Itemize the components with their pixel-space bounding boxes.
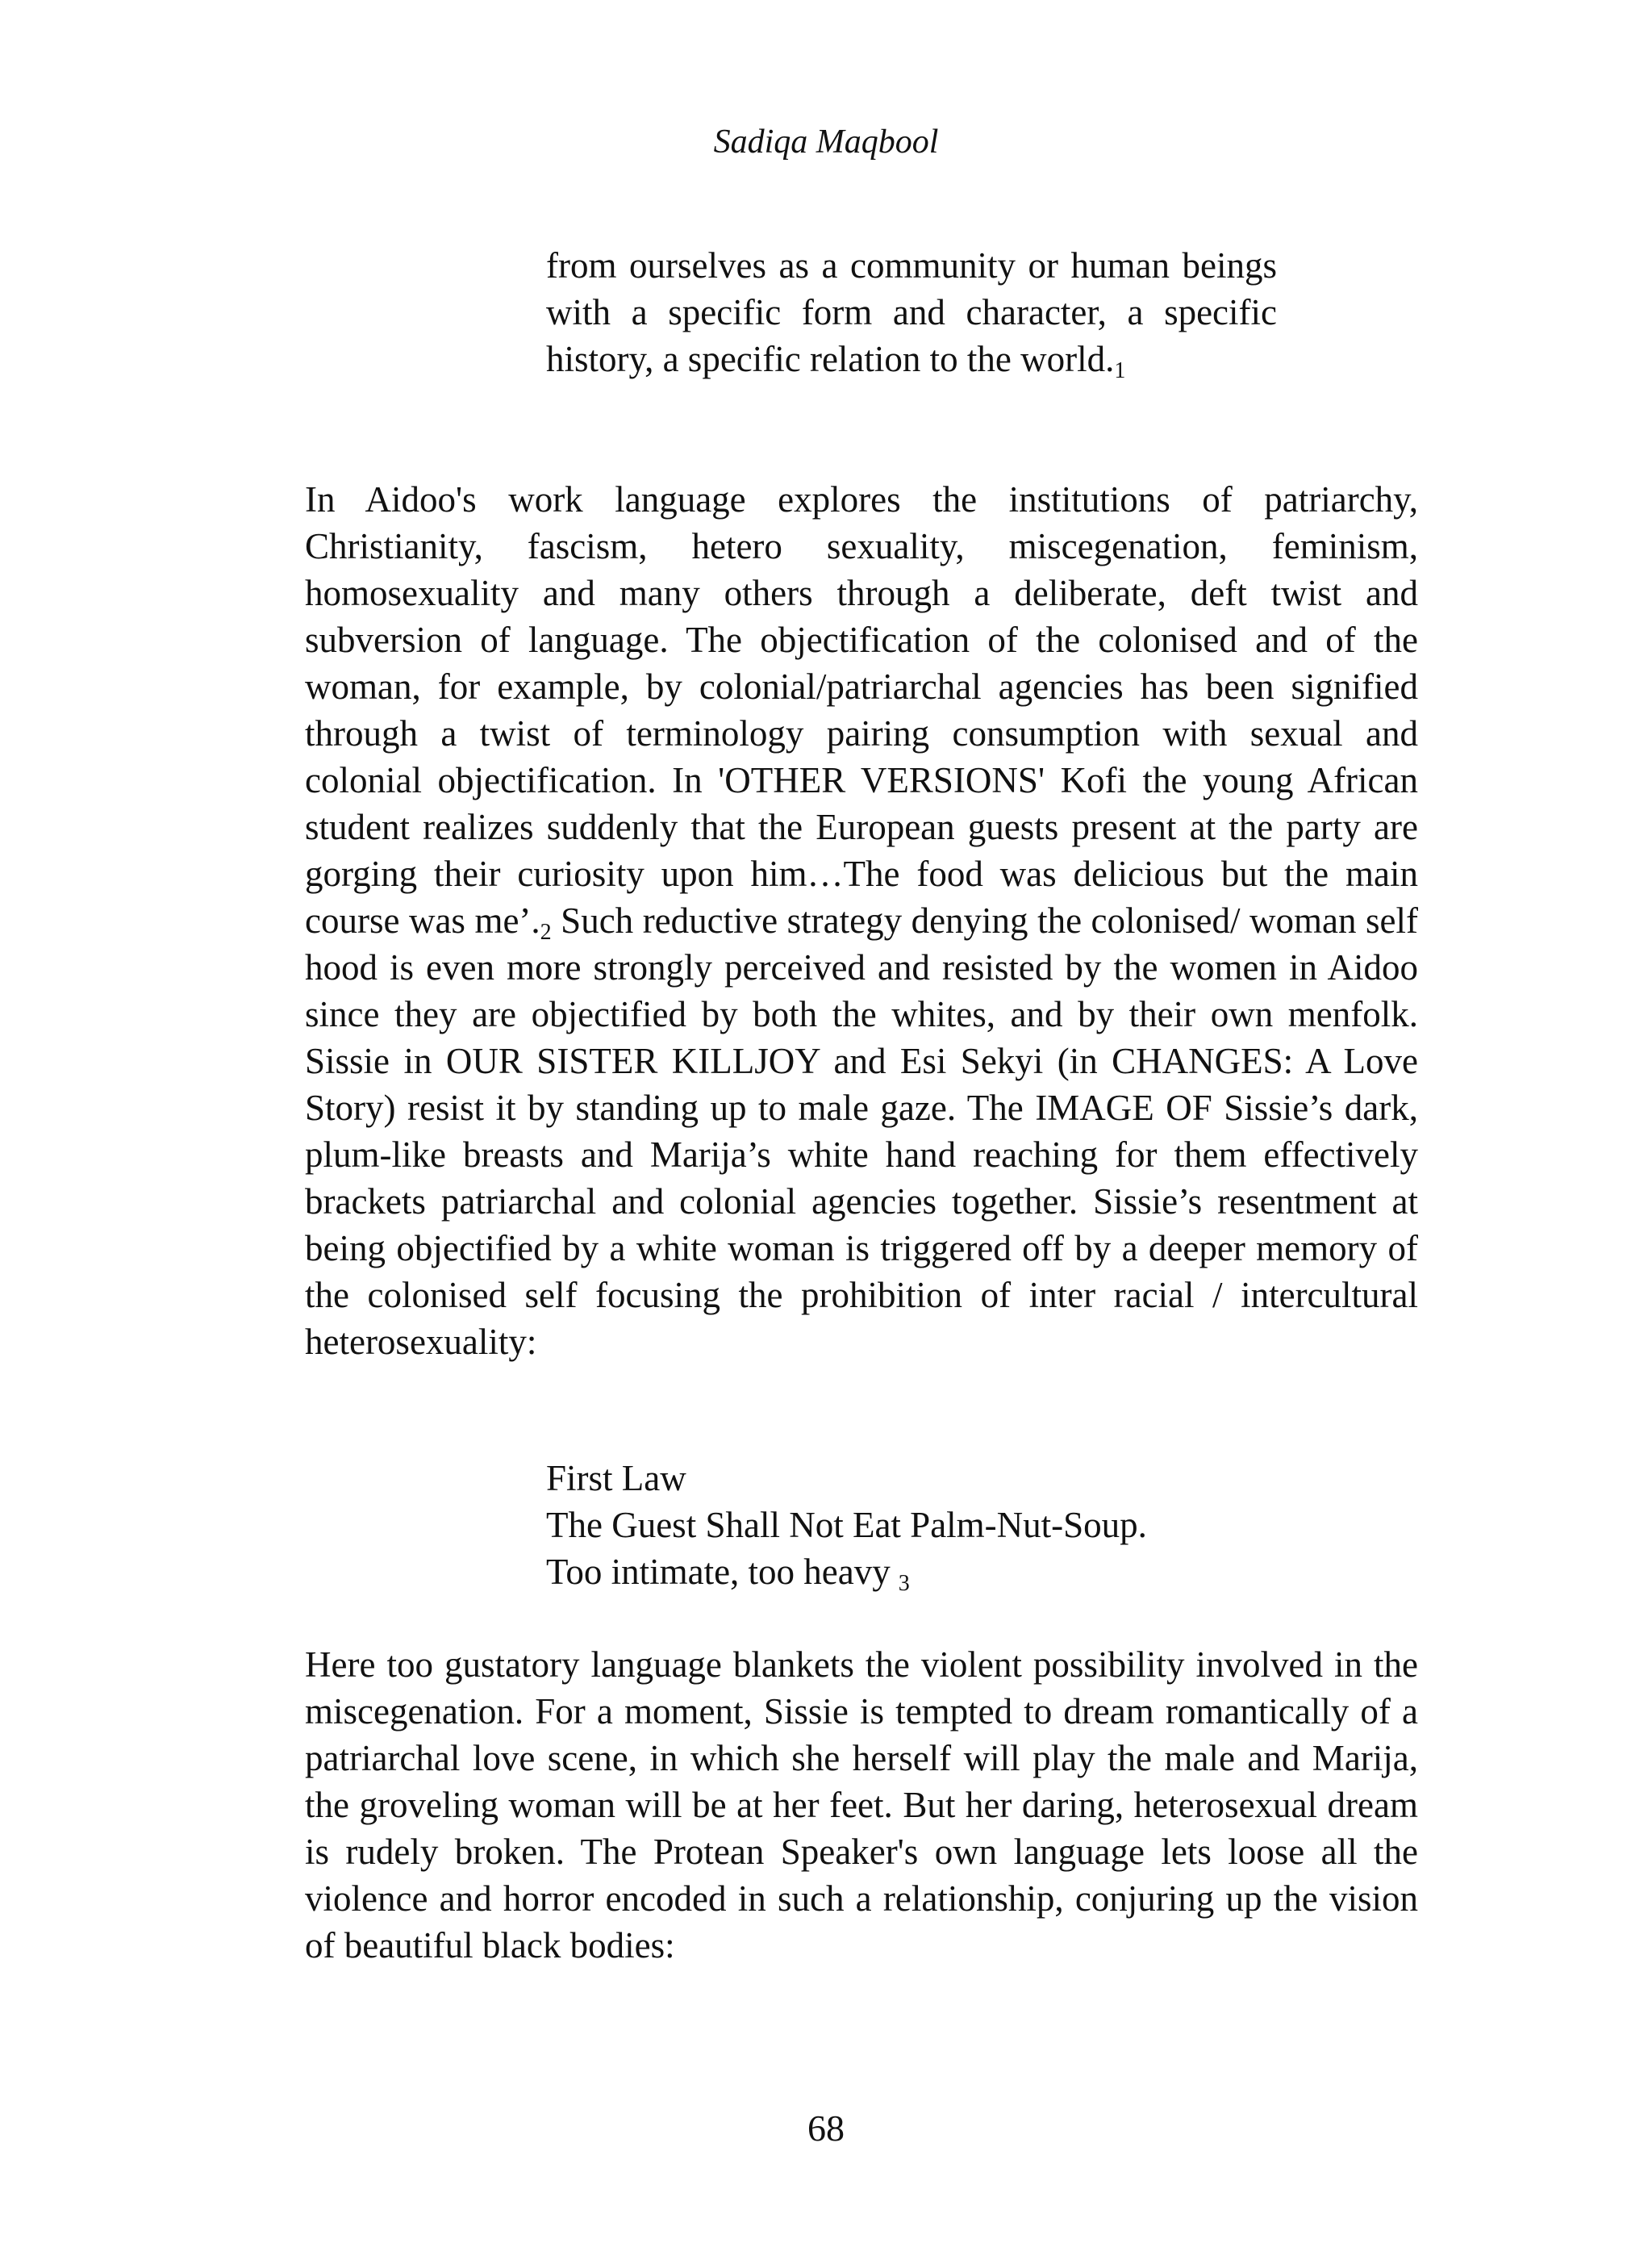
verse-quote xyxy=(546,1455,1277,1595)
verse-line-text: Too intimate, too heavy xyxy=(546,1552,891,1592)
running-head: Sadiqa Maqbool xyxy=(713,123,939,161)
paragraph-text-continued: Such reductive strategy denying the colonised/ woman self hood is even more strongly perceived and resisted by the women in Aidoo since they are objectified by both the whites, and by their own menfolk. Sissie in OUR SISTER KILLJOY and Esi Sekyi (in CHANGES: A Love Story) resist it by standing up to male gaze. The IMAGE OF Sissie’s dark, plum-like breasts and Marija’s white hand reaching for them effectively brackets patriarchal and colonial agencies together. Sissie’s resentment at being objectified by a white woman is triggered off by a deeper memory of the colonised self focusing the prohibition of inter racial / intercultural heterosexuality: xyxy=(305,900,1418,1362)
footnote-marker: 1 xyxy=(1114,358,1126,383)
paragraph-text: In Aidoo's work language explores the institutions of patriarchy, Christianity, fascism, hetero sexuality, miscegenation, feminism, homosexuality and many others through a deliberate, deft twist and subversion of language. The objectification of the colonised and of the woman, for example, by colonial/patriarchal agencies has been signified through a twist of terminology pairing consumption with sexual and colonial objectification. In 'OTHER VERSIONS' Kofi the young African student realizes suddenly that the European guests present at the party are gorging their curiosity upon him…The food was delicious but the main course was me’. xyxy=(305,479,1418,941)
verse-line-last xyxy=(546,1548,1277,1595)
block-quote-text: from ourselves as a community or human beings with a specific form and character, a specific history, a specific relation to the world. xyxy=(546,245,1277,379)
body-paragraph xyxy=(305,476,1418,1365)
footnote-marker: 2 xyxy=(540,920,552,945)
body-paragraph: Here too gustatory language blankets the violent possibility involved in the miscegenation. For a moment, Sissie is tempted to dream romantically of a patriarchal love scene, in which she herself will play the male and Marija, the groveling woman will be at her feet. But her daring, heterosexual dream is rudely broken. The Protean Speaker's own language lets loose all the violence and horror encoded in such a relationship, conjuring up the vision of beautiful black bodies: xyxy=(305,1644,1418,1965)
verse-line: First Law xyxy=(546,1458,686,1498)
block-quote xyxy=(546,242,1277,382)
footnote-marker: 3 xyxy=(898,1571,910,1596)
verse-line: The Guest Shall Not Eat Palm-Nut-Soup. xyxy=(546,1505,1147,1545)
page-number: 68 xyxy=(807,2108,845,2149)
